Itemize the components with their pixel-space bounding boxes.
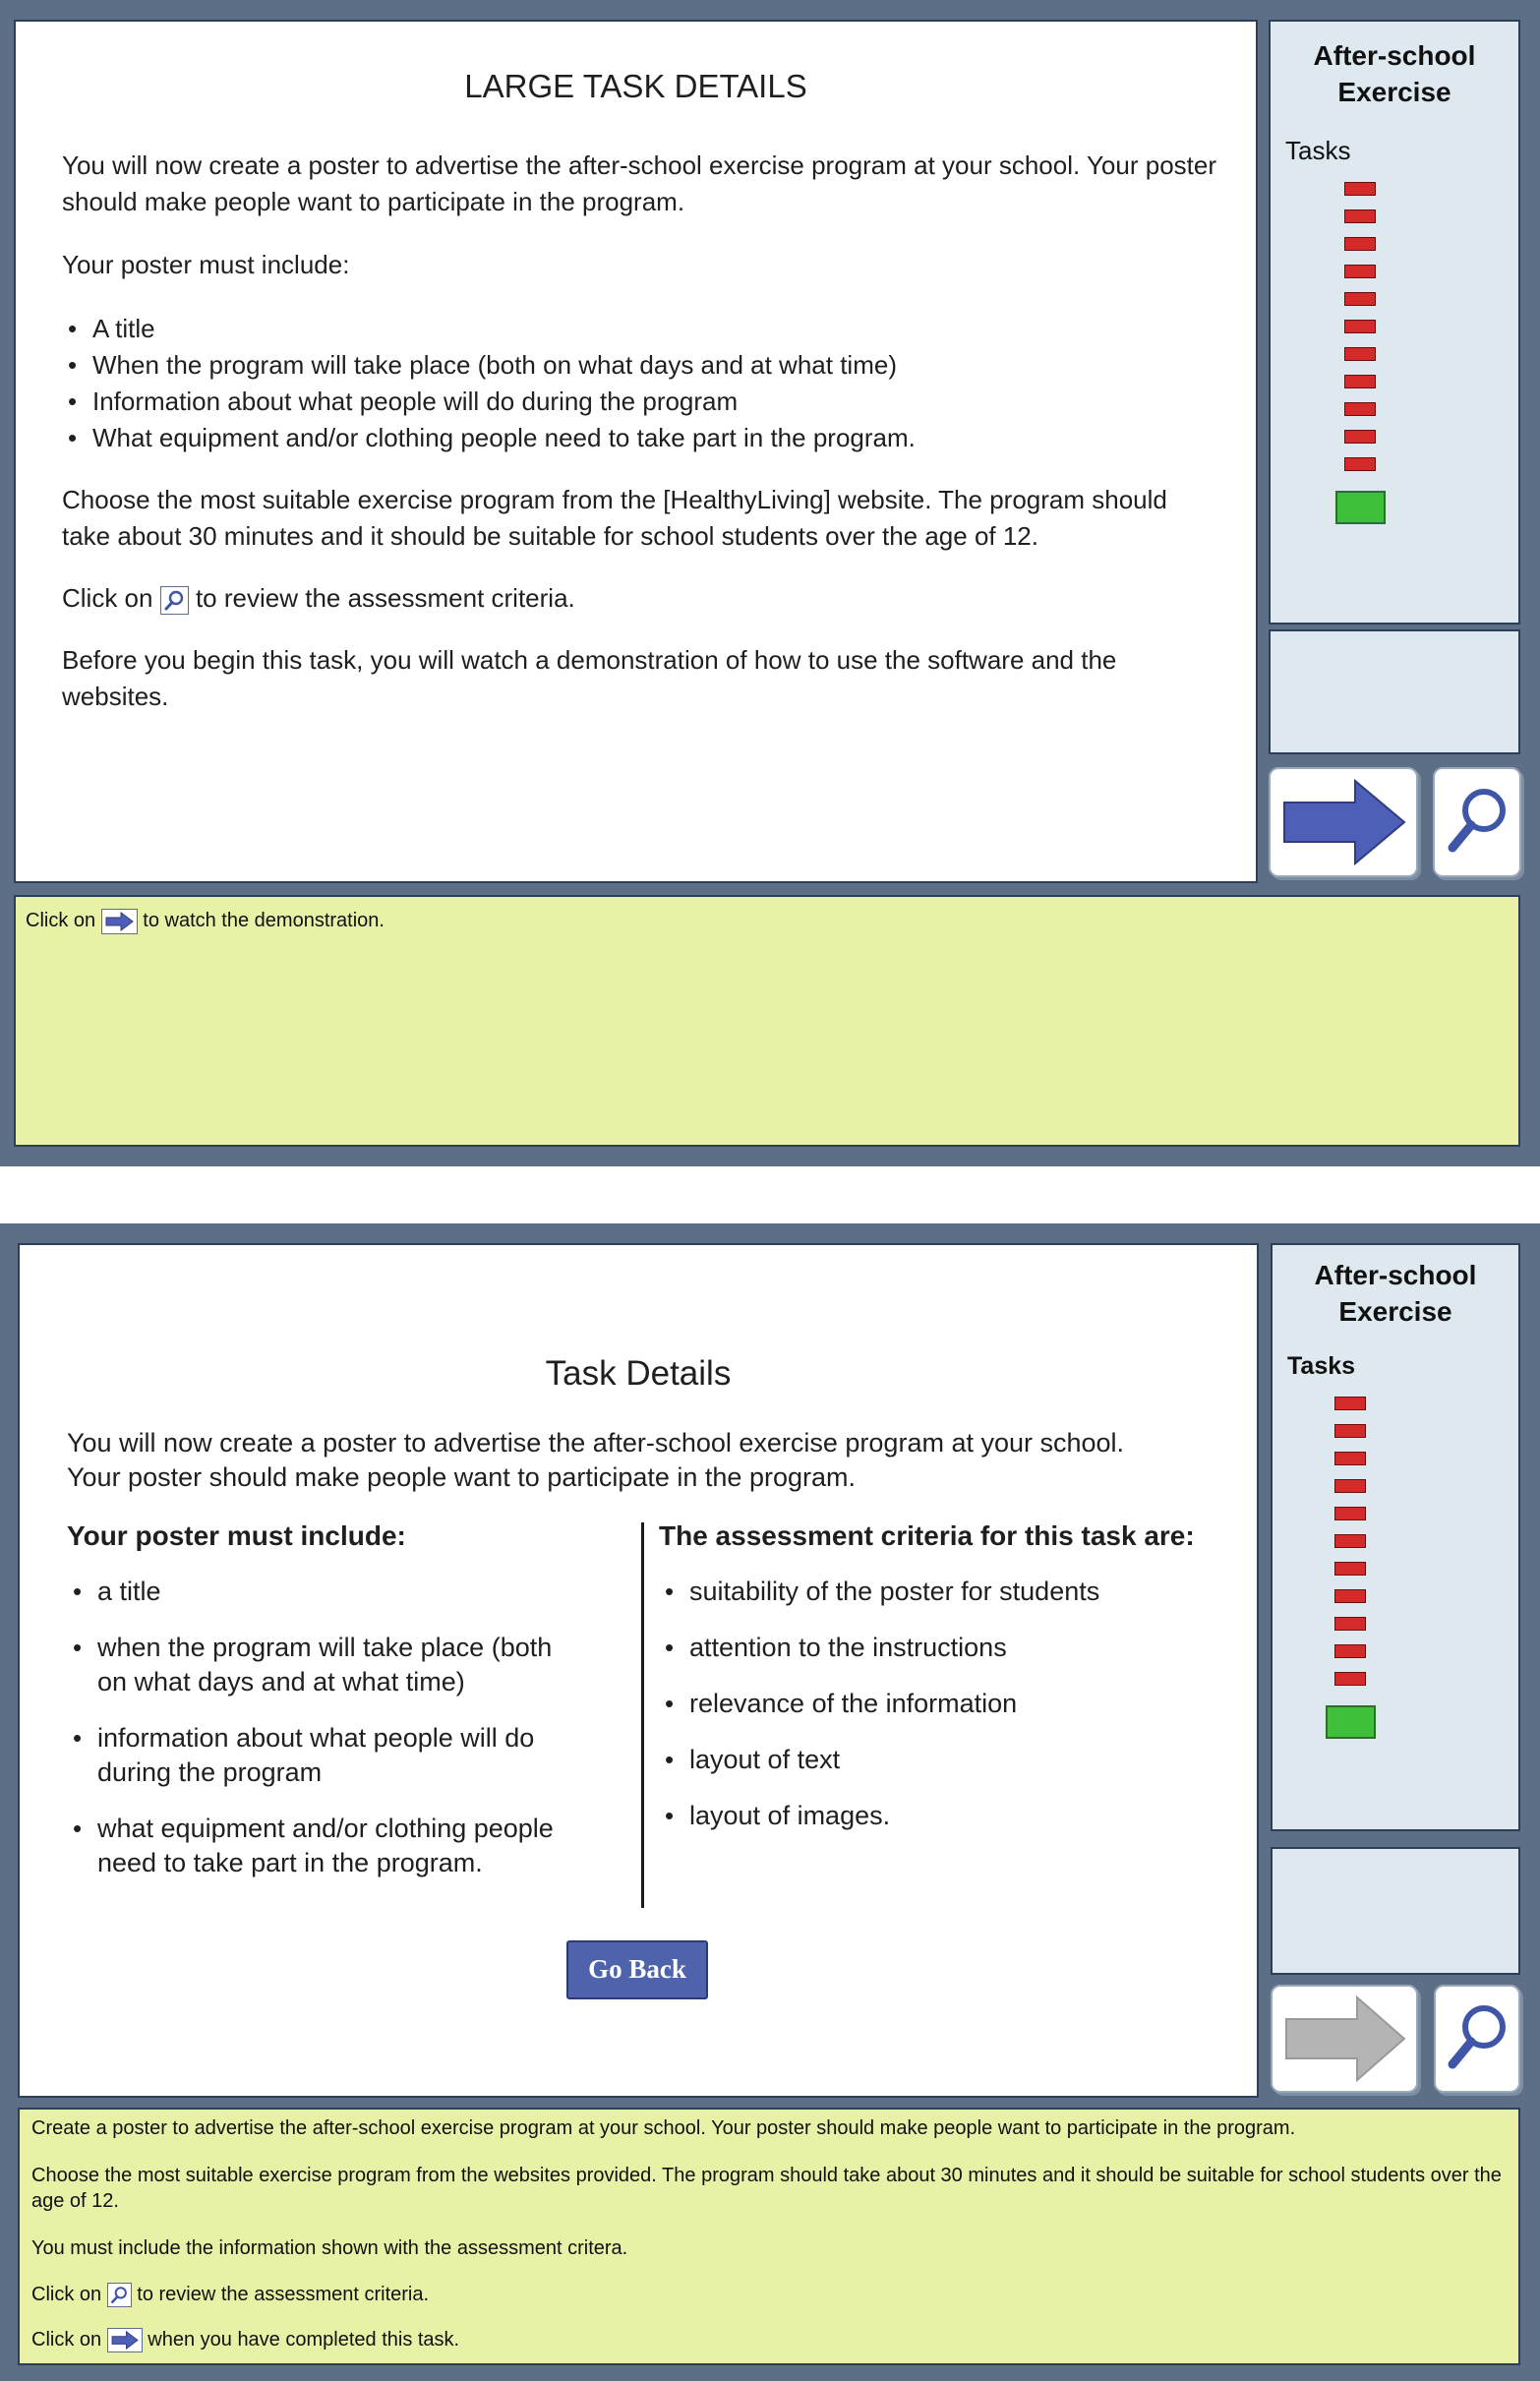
task-intro	[67, 1426, 1227, 1495]
requirements-column	[67, 1518, 578, 1880]
main-content-panel	[14, 20, 1258, 883]
review-criteria-button[interactable]	[1434, 1985, 1520, 2093]
list-item: • When the program will take place (both on what days and at what time)	[62, 347, 1222, 384]
task-indicator-pending	[1334, 1562, 1366, 1576]
review-prefix: Click on	[62, 583, 153, 613]
list-item: • layout of images.	[659, 1799, 1239, 1833]
list-item: • A title	[62, 311, 1222, 347]
sidebar-title: After-school Exercise	[1314, 1260, 1477, 1327]
right-arrow-icon	[1271, 769, 1416, 875]
list-item: • information about what people will do during the program	[67, 1721, 578, 1790]
right-arrow-icon[interactable]	[101, 909, 138, 934]
task-indicator-current	[1335, 491, 1386, 524]
sidebar-title: After-school Exercise	[1313, 40, 1476, 107]
sidebar-info-box	[1269, 629, 1520, 754]
instruction-complete-line: Click on when you have completed this task.	[31, 2327, 1507, 2352]
requirements-list	[67, 1575, 578, 1880]
requirements-heading: Your poster must include:	[67, 1520, 406, 1551]
task-progress-list	[1325, 1397, 1376, 1739]
column-divider	[641, 1522, 644, 1908]
task-indicator-pending	[1334, 1479, 1366, 1493]
instruction-prefix: Click on	[26, 910, 96, 931]
list-item: • attention to the instructions	[659, 1631, 1239, 1665]
must-include-label: Your poster must include:	[62, 250, 350, 279]
main-content-panel	[18, 1243, 1259, 2098]
intro-line-2: Your poster should make people want to participate in the program.	[67, 1462, 856, 1492]
task-indicator-pending	[1344, 237, 1376, 251]
task-indicator-pending	[1334, 1397, 1366, 1410]
right-arrow-icon	[1273, 1987, 1416, 2091]
requirements-list	[62, 311, 1222, 456]
next-button-disabled	[1271, 1985, 1418, 2093]
task-indicator-pending	[1344, 292, 1376, 306]
magnifier-icon[interactable]	[160, 586, 189, 615]
instruction-line-3: You must include the information shown with the assessment critera.	[31, 2237, 628, 2259]
task-sidebar	[1269, 20, 1520, 625]
task-indicator-pending	[1334, 1507, 1366, 1520]
instruction-line-2: Choose the most suitable exercise program from the websites provided. The program should take about 30 minutes and it should be suitable for school students over the age of 12.	[31, 2165, 1502, 2212]
magnifier-icon[interactable]	[107, 2283, 132, 2307]
criteria-column	[659, 1518, 1239, 1833]
task-indicator-pending	[1334, 1617, 1366, 1631]
task-indicator-pending	[1344, 457, 1376, 471]
choose-program-text: Choose the most suitable exercise program from the [HealthyLiving] website. The program should take about 30 minutes and it should be suitable for school students over the age of 12.	[62, 485, 1167, 551]
instruction-text	[26, 908, 385, 934]
task-intro	[62, 148, 1222, 715]
go-back-button[interactable]: Go Back	[566, 1940, 708, 1999]
task-indicator-pending	[1334, 1644, 1366, 1658]
instruction-review-line: Click on to review the assessment criteria.	[31, 2282, 1507, 2307]
list-item: • What equipment and/or clothing people need to take part in the program.	[62, 420, 1222, 456]
task-progress-list	[1334, 182, 1386, 524]
task-indicator-pending	[1344, 182, 1376, 196]
before-begin-text: Before you begin this task, you will watch a demonstration of how to use the software and the websites.	[62, 645, 1117, 711]
list-item: • a title	[67, 1575, 578, 1609]
right-arrow-icon[interactable]	[107, 2328, 143, 2352]
instruction-line-1: Create a poster to advertise the after-school exercise program at your school. Your poster should make people want to participate in the program.	[31, 2117, 1296, 2139]
review-criteria-button[interactable]	[1433, 767, 1521, 877]
magnifier-icon	[1435, 769, 1519, 875]
task-indicator-current	[1326, 1705, 1376, 1739]
instruction-bar	[18, 2108, 1520, 2365]
task-sidebar	[1271, 1243, 1520, 1831]
list-item: • layout of text	[659, 1743, 1239, 1777]
task-indicator-pending	[1334, 1534, 1366, 1548]
task-indicator-pending	[1334, 1452, 1366, 1465]
instruction-text	[31, 2115, 1507, 2352]
task-indicator-pending	[1344, 347, 1376, 361]
tasks-label: Tasks	[1287, 1352, 1356, 1380]
magnifier-icon	[1436, 1987, 1518, 2091]
instruction-suffix: to watch the demonstration.	[143, 910, 385, 931]
list-item: • when the program will take place (both on what days and at what time)	[67, 1631, 578, 1699]
review-suffix: to review the assessment criteria.	[195, 583, 575, 613]
tasks-label: Tasks	[1285, 136, 1351, 165]
list-item: • what equipment and/or clothing people need to take part in the program.	[67, 1812, 578, 1880]
instruction-bar	[14, 895, 1520, 1147]
task-indicator-pending	[1334, 1424, 1366, 1438]
task-indicator-pending	[1334, 1672, 1366, 1686]
task-indicator-pending	[1344, 320, 1376, 333]
criteria-list	[659, 1575, 1239, 1833]
task-indicator-pending	[1344, 265, 1376, 278]
next-button[interactable]	[1269, 767, 1418, 877]
task-indicator-pending	[1344, 430, 1376, 444]
intro-line-1: You will now create a poster to advertise the after-school exercise program at your school.	[67, 1428, 1125, 1458]
intro-text: You will now create a poster to advertise the after-school exercise program at your school. Your poster should make people want to participate in the program.	[62, 150, 1216, 216]
task-indicator-pending	[1344, 375, 1376, 388]
screen-large-task-details	[0, 0, 1540, 1166]
page-title: Task Details	[545, 1354, 732, 1393]
task-indicator-pending	[1334, 1589, 1366, 1603]
review-criteria-line	[62, 580, 1222, 617]
criteria-heading: The assessment criteria for this task are:	[659, 1520, 1195, 1551]
screen-task-details	[0, 1223, 1540, 2381]
list-item: • Information about what people will do during the program	[62, 384, 1222, 420]
task-indicator-pending	[1344, 209, 1376, 223]
list-item: • relevance of the information	[659, 1687, 1239, 1721]
task-indicator-pending	[1344, 402, 1376, 416]
list-item: • suitability of the poster for students	[659, 1575, 1239, 1609]
sidebar-info-box	[1271, 1847, 1520, 1975]
page-title: LARGE TASK DETAILS	[464, 68, 807, 104]
